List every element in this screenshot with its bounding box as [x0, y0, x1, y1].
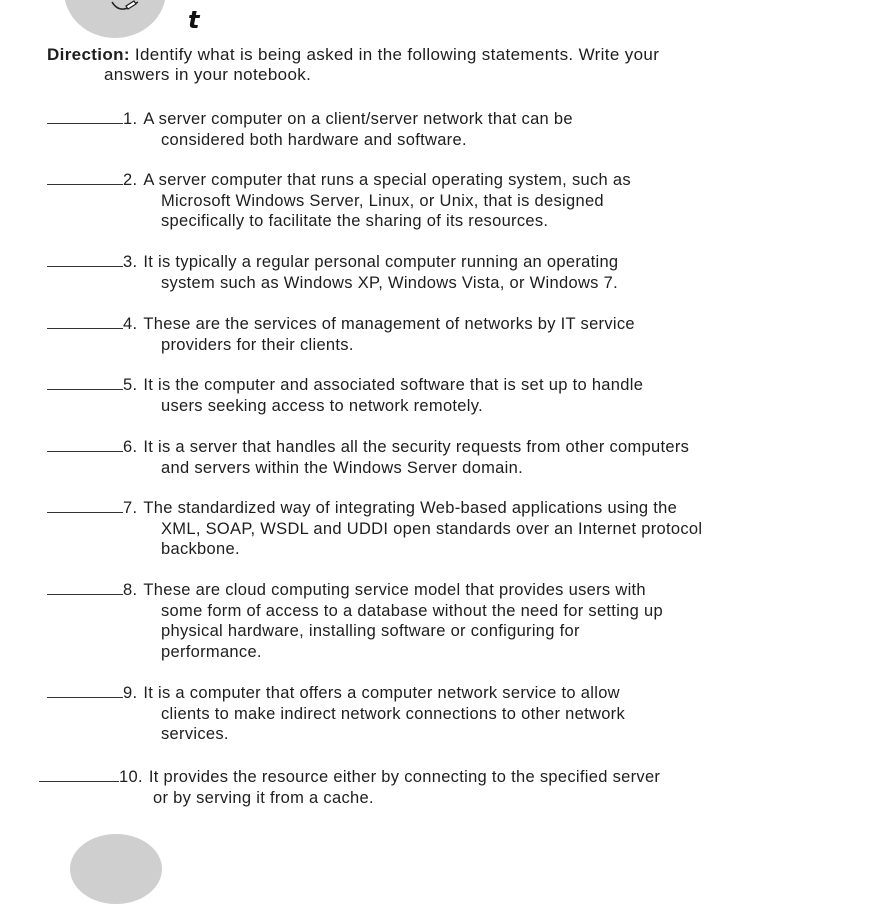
question-item — [47, 374, 767, 416]
answer-blank — [47, 579, 123, 595]
question-text-line: It is the computer and associated software that is set up to handle — [143, 376, 644, 394]
answer-blank — [47, 374, 123, 390]
header-letter: t — [188, 6, 200, 34]
question-text-line: services. — [161, 725, 229, 744]
question-text-line: These are cloud computing service model that provides users with — [143, 581, 646, 599]
question-text-line: physical hardware, installing software or configuring for — [161, 622, 580, 641]
question-number: 1. — [123, 110, 138, 128]
question-item — [47, 313, 767, 355]
question-number: 7. — [123, 499, 138, 517]
question-number: 2. — [123, 171, 138, 189]
question-text-line: specifically to facilitate the sharing of its resources. — [161, 212, 549, 231]
question-text-line: considered both hardware and software. — [161, 130, 467, 149]
decorative-circle-bottom — [70, 834, 162, 904]
question-number: 9. — [123, 684, 138, 702]
question-text-line: A server computer that runs a special operating system, such as — [143, 171, 631, 189]
question-number: 3. — [123, 253, 138, 271]
answer-blank — [47, 251, 123, 267]
direction-label: Direction: — [47, 45, 130, 64]
question-item — [47, 436, 767, 478]
direction-line-2: answers in your notebook. — [104, 65, 312, 84]
question-item — [47, 251, 767, 293]
question-text-line: These are the services of management of networks by IT service — [143, 315, 635, 333]
question-item — [47, 579, 767, 662]
answer-blank — [47, 313, 123, 329]
question-number: 4. — [123, 315, 138, 333]
answer-blank — [47, 682, 123, 698]
answer-blank — [47, 497, 123, 513]
question-text-line: clients to make indirect network connections to other network — [161, 704, 626, 723]
question-text-line: A server computer on a client/server network that can be — [143, 110, 573, 128]
direction-line-1: Identify what is being asked in the following statements. Write your — [134, 45, 660, 64]
question-item — [47, 682, 767, 745]
question-number: 8. — [123, 581, 138, 599]
answer-blank — [47, 169, 123, 185]
question-number: 6. — [123, 438, 138, 456]
question-text-line: system such as Windows XP, Windows Vista, or Windows 7. — [161, 273, 618, 292]
question-text-line: or by serving it from a cache. — [153, 788, 374, 807]
direction-paragraph — [47, 45, 772, 85]
question-text-line: It is a server that handles all the security requests from other computers — [143, 438, 690, 456]
pen-icon — [108, 0, 142, 16]
question-text-line: The standardized way of integrating Web-based applications using the — [143, 499, 678, 517]
question-text-line: and servers within the Windows Server domain. — [161, 458, 523, 477]
question-text-line: XML, SOAP, WSDL and UDDI open standards over an Internet protocol — [161, 519, 703, 538]
answer-blank — [39, 766, 119, 782]
question-item — [39, 766, 759, 808]
question-text-line: users seeking access to network remotely. — [161, 396, 483, 415]
answer-blank — [47, 108, 123, 124]
question-text-line: providers for their clients. — [161, 335, 354, 354]
question-text-line: Microsoft Windows Server, Linux, or Unix, that is designed — [161, 191, 604, 210]
question-number: 5. — [123, 376, 138, 394]
question-text-line: some form of access to a database without the need for setting up — [161, 601, 663, 620]
answer-blank — [47, 436, 123, 452]
question-text-line: It is typically a regular personal computer running an operating — [143, 253, 619, 271]
question-text-line: It is a computer that offers a computer network service to allow — [143, 684, 620, 702]
question-item — [47, 169, 767, 232]
question-item — [47, 497, 767, 560]
question-item — [47, 108, 767, 150]
question-text-line: performance. — [161, 642, 262, 661]
question-text-line: backbone. — [161, 540, 240, 559]
question-text-line: It provides the resource either by connecting to the specified server — [148, 768, 661, 786]
question-number: 10. — [119, 768, 143, 786]
